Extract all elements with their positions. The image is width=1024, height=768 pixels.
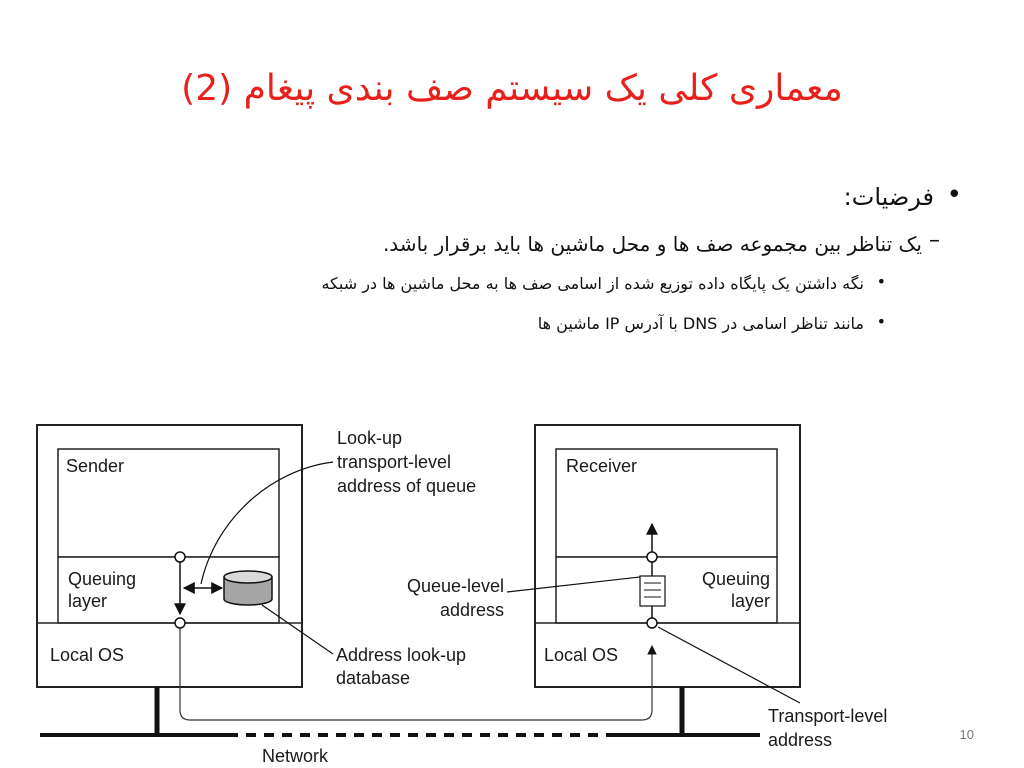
bullet-dns: مانند تناظر اسامی در DNS با آدرس IP ماشین ها (537, 314, 864, 333)
receiver-queuing-box (556, 557, 777, 623)
sender-upper-port (175, 552, 185, 562)
queue-level-callout-label: Queue-level (406, 576, 504, 596)
receiver-lower-port (647, 618, 657, 628)
bullet-assumptions: فرضیات: (843, 183, 934, 211)
network-bus (40, 735, 760, 766)
page-number: 10 (959, 727, 974, 742)
receiver-queuing-label: layer (730, 591, 770, 611)
lookup-callout-label: transport-level (337, 452, 452, 472)
lookup-callout-label: Look-up (337, 428, 403, 448)
sender-queuing-label: layer (68, 591, 108, 611)
receiver-label: Receiver (566, 456, 638, 476)
queue-icon (640, 576, 665, 606)
address-db-callout-label: Address look-up (336, 645, 467, 665)
sender-queuing-label: Queuing (68, 569, 137, 589)
receiver-queuing-label: Queuing (701, 569, 770, 589)
transport-level-callout-label: Transport-level (768, 706, 888, 726)
network-label: Network (262, 746, 329, 766)
transport-level-callout-label: address (768, 730, 833, 750)
sender-lower-port (175, 618, 185, 628)
receiver-os-label: Local OS (544, 645, 619, 665)
bullet-mapping: یک تناظر بین مجموعه صف ها و محل ماشین ها باید برقرار باشد. (382, 232, 922, 256)
database-icon (224, 571, 272, 605)
receiver-upper-port (647, 552, 657, 562)
slide-title: معماری کلی یک سیستم صف بندی پیغام (2) (181, 68, 843, 109)
bullet-database: نگه داشتن یک پایگاه داده توزیع شده از اسامی صف ها به محل ماشین ها در شبکه (321, 274, 864, 293)
bullet-dot: • (876, 312, 886, 331)
bullet-dot: • (876, 272, 886, 291)
lookup-callout-label: address of queue (337, 476, 477, 496)
sender-label: Sender (66, 456, 125, 476)
receiver-host (535, 425, 800, 735)
dash-marker: – (929, 228, 940, 253)
address-db-callout-label: database (336, 668, 411, 688)
sender-os-label: Local OS (50, 645, 125, 665)
queue-level-callout-label: address (439, 600, 504, 620)
bullet-dot: • (946, 180, 962, 210)
